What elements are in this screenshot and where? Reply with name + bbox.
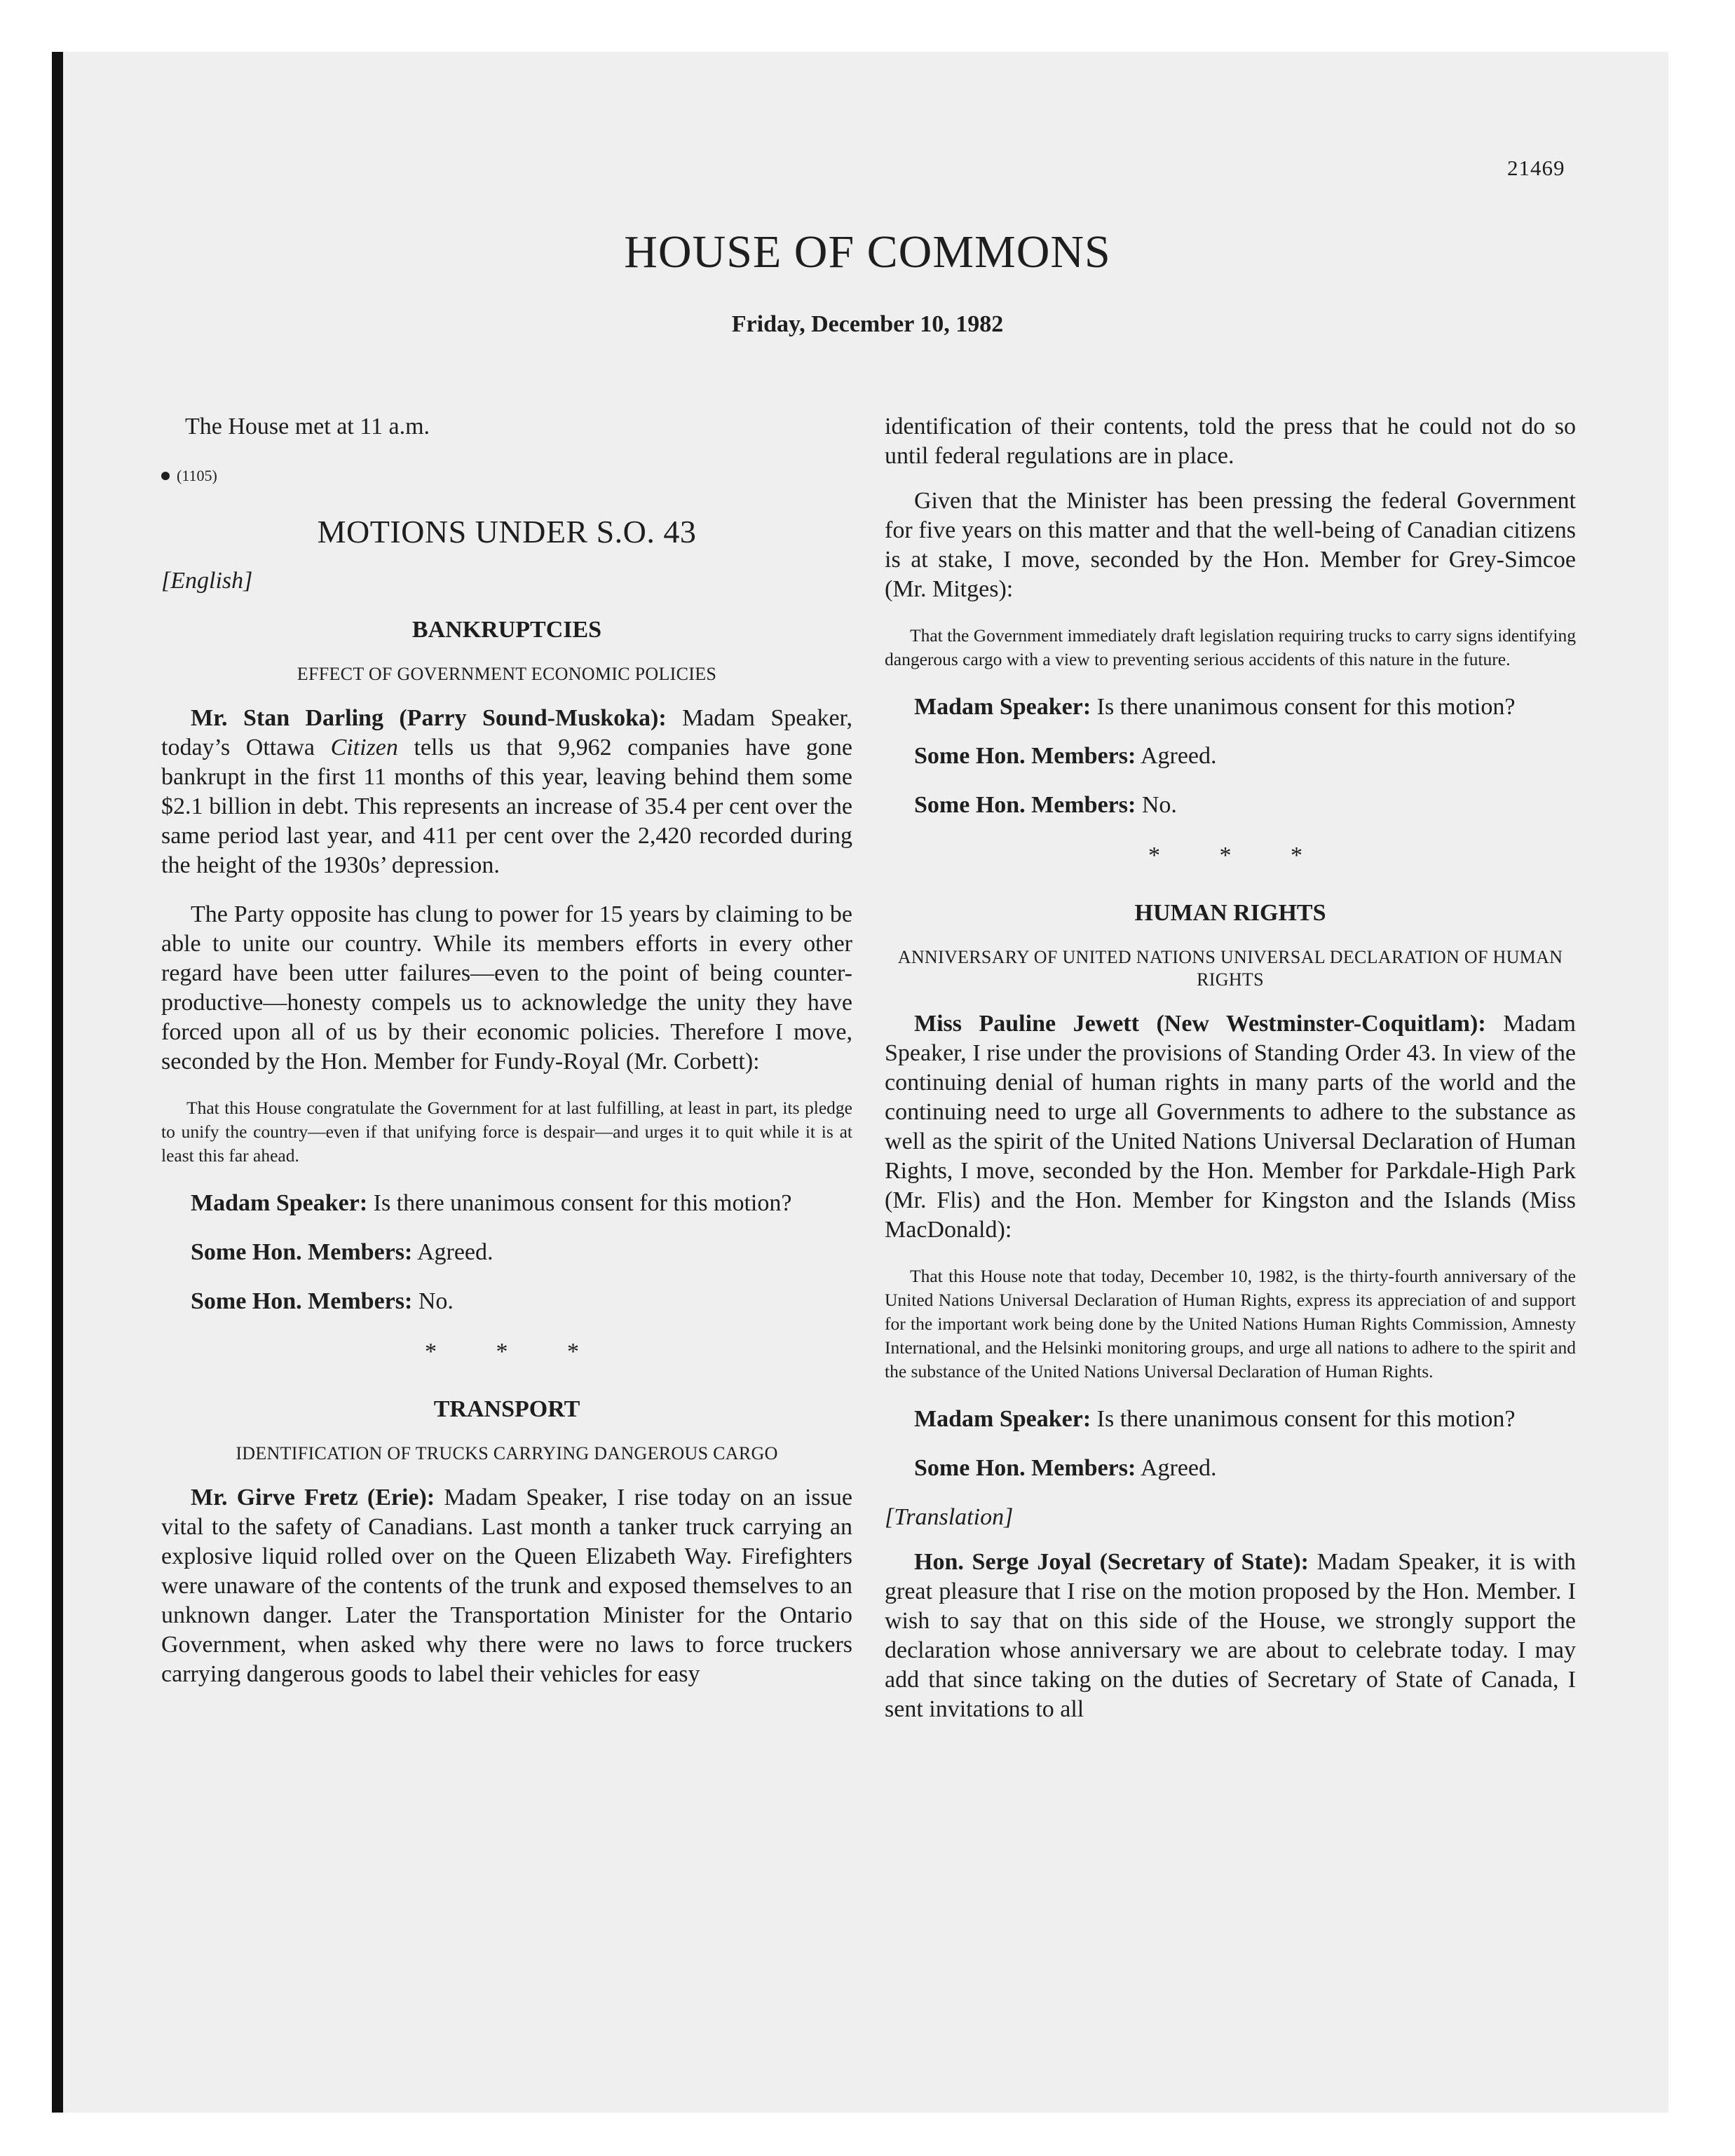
speaker-name: Mr. Girve Fretz (Erie): — [191, 1485, 435, 1510]
time-marker — [161, 461, 852, 491]
consent-question — [885, 1405, 1576, 1434]
jewett-paragraph — [885, 1009, 1576, 1245]
members-no — [161, 1287, 852, 1316]
section-separator: * * * — [1148, 842, 1329, 868]
paragraph-text: Agreed. — [1136, 1455, 1217, 1481]
bankruptcies-heading: BANKRUPTCIES — [411, 617, 602, 643]
human-rights-subheading: ANNIVERSARY OF UNITED NATIONS UNIVERSAL DECLARATION OF HUMAN RIGHTS — [897, 947, 1563, 990]
members-agreed — [885, 1454, 1576, 1483]
speaker-name: Hon. Serge Joyal (Secretary of State): — [914, 1549, 1309, 1575]
speaker-name: Mr. Stan Darling (Parry Sound-Muskoka): — [191, 705, 667, 731]
consent-question — [161, 1189, 852, 1218]
language-tag: [English] — [161, 568, 253, 594]
transport-paragraph-2: Given that the Minister has been pressing the federal Government for five years on this matter and that the well-being of Canadian citizens is at stake, I move, seconded by the Hon. Member for Grey-Simcoe (Mr. Mitges): — [885, 488, 1576, 602]
transport-subheading: IDENTIFICATION OF TRUCKS CARRYING DANGEROUS CARGO — [236, 1443, 778, 1464]
sitting-date: Friday, December 10, 1982 — [731, 311, 1004, 337]
transport-heading: TRANSPORT — [433, 1396, 580, 1422]
members-agreed — [885, 742, 1576, 771]
darling-paragraph — [161, 704, 852, 880]
translation-tag: [Translation] — [885, 1504, 1014, 1530]
paragraph-text: Madam Speaker, I rise under the provisions of Standing Order 43. In view of the continuing denial of human rights in many parts of the world and the continuing need to urge all Governments to adhere to the substance as well as the spirit of the United Nations Universal Declaration of Human Rights, I move, seconded by the Hon. Member for Parkdale-High Park (Mr. Flis) and the Hon. Member for Kingston and the Islands (Miss MacDonald): — [885, 1011, 1576, 1243]
speaker-name: Some Hon. Members: — [191, 1239, 413, 1265]
human-rights-heading: HUMAN RIGHTS — [1134, 900, 1326, 926]
bullet-icon — [161, 472, 170, 480]
time-marker-text: (1105) — [177, 467, 217, 484]
paragraph-text: Is there unanimous consent for this motion? — [1091, 694, 1516, 720]
bankruptcies-subheading: EFFECT OF GOVERNMENT ECONOMIC POLICIES — [297, 664, 717, 684]
house-met-line: The House met at 11 a.m. — [185, 414, 430, 439]
paragraph-text: No. — [412, 1288, 454, 1314]
darling-paragraph-2: The Party opposite has clung to power for 15 years by claiming to be able to unite our country. While its members efforts in every other regard have been utter failures—even to the point of being counter-productive—honesty compels us to acknowledge the unity they have forced upon all of us by their economic policies. Therefore I move, seconded by the Hon. Member for Fundy-Royal (Mr. Corbett): — [161, 901, 852, 1074]
right-column — [885, 412, 1576, 1724]
speaker-name: Madam Speaker: — [191, 1190, 368, 1216]
section-separator: * * * — [425, 1339, 606, 1365]
section-heading: MOTIONS UNDER S.O. 43 — [317, 514, 697, 550]
paragraph-text: Is there unanimous consent for this motion? — [1091, 1406, 1516, 1432]
speaker-name: Some Hon. Members: — [914, 1455, 1136, 1481]
speaker-name: Miss Pauline Jewett (New Westminster-Coquitlam): — [914, 1011, 1486, 1037]
speaker-name: Madam Speaker: — [914, 1406, 1091, 1432]
paragraph-text: Madam Speaker, I rise today on an issue vital to the safety of Canadians. Last month a tanker truck carrying an explosive liquid rolled over on the Queen Elizabeth Way. Firefighters were unaware of the contents of the trunk and exposed themselves to an unknown danger. Later the Transportation Minister for the Ontario Government, when asked why there were no laws to force truckers carrying dangerous goods to label their vehicles for easy — [161, 1485, 853, 1687]
speaker-name: Some Hon. Members: — [914, 743, 1136, 769]
joyal-paragraph — [885, 1548, 1576, 1724]
motion-text: That the Government immediately draft legislation requiring trucks to carry signs identifying dangerous cargo with a view to preventing serious accidents of this nature in the future. — [885, 625, 1576, 669]
paragraph-text: No. — [1136, 792, 1177, 818]
speaker-name: Some Hon. Members: — [191, 1288, 413, 1314]
members-no — [885, 791, 1576, 820]
paragraph-text: Agreed. — [412, 1239, 494, 1265]
paragraph-text: Agreed. — [1136, 743, 1217, 769]
motion-text: That this House congratulate the Government for at last fulfilling, at least in part, its pledge to unify the country—even if that unifying force is despair—and urges it to quit while it is at least this far ahead. — [161, 1098, 852, 1166]
speaker-name: Some Hon. Members: — [914, 792, 1136, 818]
speaker-name: Madam Speaker: — [914, 694, 1091, 720]
paragraph-text: Madam Speaker, today’s Ottawa — [161, 705, 852, 760]
page-number: 21469 — [1507, 156, 1565, 180]
newspaper-name: Citizen — [330, 735, 398, 760]
paragraph-text: tells us that 9,962 companies have gone bankrupt in the first 11 months of this year, leaving behind them some $2.1 billion in debt. This represents an increase of 35.4 per cent over the same period last year, and 411 per cent over the 2,420 recorded during the height of the 1930s’ depression. — [161, 735, 852, 878]
consent-question — [885, 692, 1576, 722]
members-agreed — [161, 1238, 852, 1267]
motion-text: That this House note that today, December 10, 1982, is the thirty-fourth anniversary of the United Nations Universal Declaration of Human Rights, express its appreciation of and support for the important work being done by the United Nations Human Rights Commission, Amnesty International, and the Helsinki monitoring groups, and urge all nations to adhere to the spirit and the substance of the United Nations Universal Declaration of Human Rights. — [885, 1266, 1576, 1381]
page-title: HOUSE OF COMMONS — [624, 226, 1111, 278]
transport-continuation: identification of their contents, told the press that he could not do so until federal regulations are in place. — [885, 414, 1576, 469]
paragraph-text: Madam Speaker, it is with great pleasure that I rise on the motion proposed by the Hon. Member. I wish to say that on this side of the House, we strongly support the declaration whose anniversary we are about to celebrate today. I may add that since taking on the duties of Secretary of State of Canada, I sent invitations to all — [885, 1549, 1576, 1722]
fretz-paragraph — [161, 1483, 852, 1689]
left-column — [161, 412, 852, 1689]
paragraph-text: Is there unanimous consent for this motion? — [367, 1190, 792, 1216]
scan-edge — [52, 52, 63, 2113]
